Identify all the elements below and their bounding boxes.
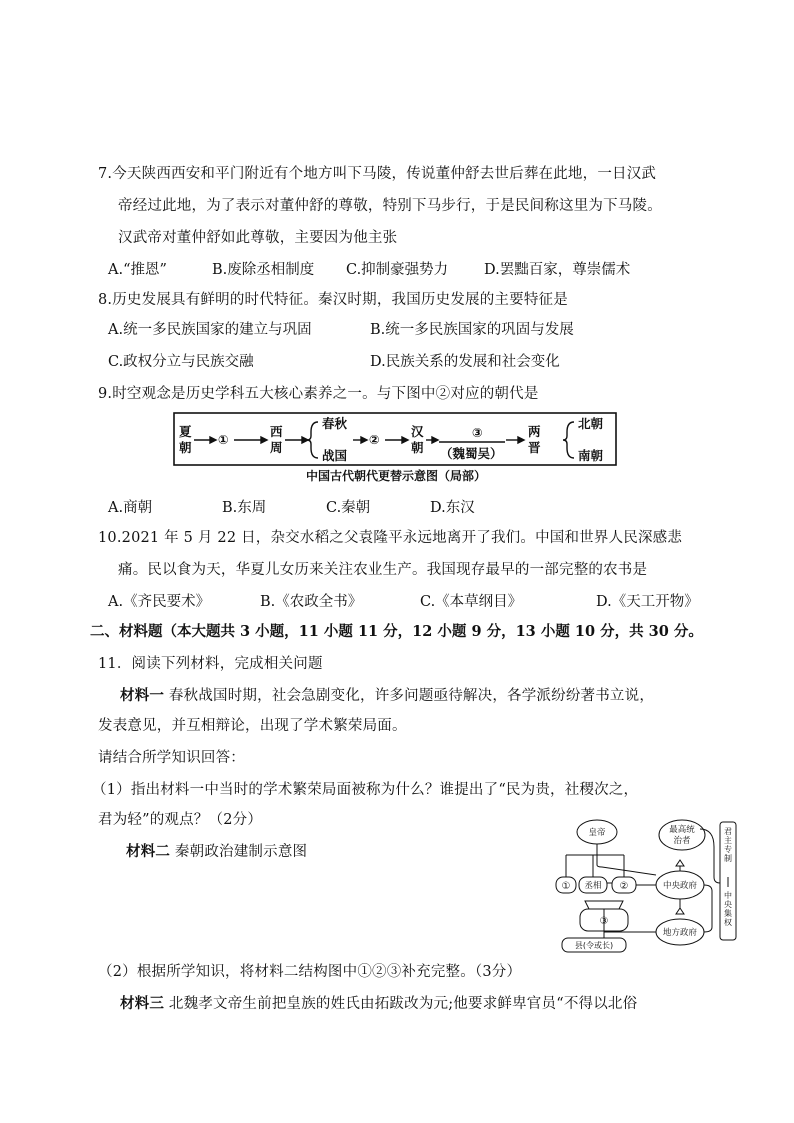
q11-material2-line bbox=[126, 842, 307, 862]
qin-structure-diagram bbox=[552, 817, 738, 955]
q8-stem: 8.历史发展具有鲜明的时代特征。秦汉时期，我国历史发展的主要特征是 bbox=[98, 292, 568, 308]
qin-side-2: 中央集权 bbox=[723, 891, 733, 927]
q10-option-b: B.《农政全书》 bbox=[260, 594, 363, 610]
q9-option-a: A.商朝 bbox=[108, 500, 153, 516]
qin-zhongyang: 中央政府 bbox=[662, 881, 698, 891]
q11-sub1-line2: 君为轻”的观点？（2分） bbox=[98, 812, 263, 828]
material3-text: 北魏孝文帝生前把皇族的姓氏由拓跋改为元;他要求鲜卑官员“不得以北俗 bbox=[164, 996, 638, 1012]
q7-option-d: D.罢黜百家，尊崇儒术 bbox=[484, 262, 631, 278]
qin-xian: 县(令或长) bbox=[574, 941, 614, 950]
q7-option-c: C.抑制豪强势力 bbox=[346, 262, 449, 278]
dia-circle-2: ② bbox=[369, 432, 380, 447]
section2-heading bbox=[90, 622, 703, 642]
qin-chengxiang: 丞相 bbox=[584, 881, 602, 891]
q11-sub2: （2）根据所学知识，将材料二结构图中①②③补充完整。（3分） bbox=[98, 964, 522, 980]
q11-material3-line bbox=[120, 994, 637, 1014]
material1-text: 春秋战国时期，社会急剧变化，许多问题亟待解决，各学派纷纷著书立说， bbox=[164, 688, 655, 704]
q10-option-c: C.《本草纲目》 bbox=[420, 594, 523, 610]
qin-circle-2: ② bbox=[619, 881, 629, 892]
section2-heading-a: 二、材料题（ bbox=[90, 623, 177, 640]
dia-beichao: 北朝 bbox=[578, 416, 604, 431]
dia-circle-3: ③ bbox=[472, 425, 483, 440]
q7-option-a: A.“推恩” bbox=[108, 262, 167, 278]
q11-sub1-line1: （1）指出材料一中当时的学术繁荣局面被称为什么？谁提出了“民为贵，社稷次之， bbox=[92, 782, 639, 798]
dia-weishuwu: （魏蜀吴） bbox=[440, 446, 503, 461]
dia-zhanguo: 战国 bbox=[322, 448, 348, 463]
q11-material1-line1 bbox=[120, 686, 654, 706]
q9-option-c: C.秦朝 bbox=[326, 500, 371, 516]
q10-stem-line2: 痛。民以食为天，华夏儿女历来关注农业生产。我国现存最早的一部完整的农书是 bbox=[118, 562, 648, 578]
dia-xizhou-1: 西 bbox=[270, 424, 283, 439]
material3-label: 材料三 bbox=[120, 995, 165, 1012]
q8-option-a: A.统一多民族国家的建立与巩固 bbox=[108, 322, 312, 338]
dia-xia-2: 朝 bbox=[179, 440, 192, 455]
dia-nanchao: 南朝 bbox=[578, 448, 604, 463]
q8-option-c: C.政权分立与民族交融 bbox=[108, 354, 254, 370]
dia-hanchao-1: 汉 bbox=[411, 424, 424, 439]
q11-title: 11．阅读下列材料，完成相关问题 bbox=[98, 656, 323, 672]
dynasty-timeline-diagram bbox=[172, 410, 620, 486]
material1-label: 材料一 bbox=[120, 687, 165, 704]
q9-stem: 9.时空观念是历史学科五大核心素养之一。与下图中②对应的朝代是 bbox=[98, 386, 539, 402]
section2-heading-b: 本大题共 3 小题，11 小题 11 分，12 小题 9 分，13 小题 10 分，共 30 分。 bbox=[177, 623, 703, 640]
q9-option-b: B.东周 bbox=[222, 500, 267, 516]
q8-option-b: B.统一多民族国家的巩固与发展 bbox=[370, 322, 574, 338]
dia-xizhou-2: 周 bbox=[270, 440, 283, 455]
q10-stem-line1: 10.2021 年 5 月 22 日，杂交水稻之父袁隆平永远地离开了我们。中国和世界人民深感悲 bbox=[98, 530, 683, 546]
q11-prompt: 请结合所学知识回答： bbox=[98, 750, 245, 766]
q10-option-d: D.《天工开物》 bbox=[596, 594, 699, 610]
material2-text: 秦朝政治建制示意图 bbox=[170, 844, 308, 860]
dia-hanchao-2: 朝 bbox=[411, 440, 424, 455]
q8-option-d: D.民族关系的发展和社会变化 bbox=[370, 354, 560, 370]
q9-option-d: D.东汉 bbox=[430, 500, 475, 516]
qin-circle-1: ① bbox=[561, 881, 571, 892]
dia-xia-1: 夏 bbox=[179, 424, 192, 439]
q7-option-b: B.废除丞相制度 bbox=[212, 262, 315, 278]
dia-liangjin-1: 两 bbox=[528, 424, 541, 439]
qin-zuigao-1: 最高统 bbox=[669, 825, 695, 835]
qin-circle-3: ③ bbox=[599, 916, 609, 927]
q10-option-a: A.《齐民要术》 bbox=[108, 594, 211, 610]
dia-liangjin-2: 晋 bbox=[528, 440, 541, 455]
dia-circle-1: ① bbox=[218, 432, 229, 447]
q11-material1-line2: 发表意见，并互相辩论，出现了学术繁荣局面。 bbox=[98, 718, 407, 734]
q7-stem-line1: 7.今天陕西西安和平门附近有个地方叫下马陵，传说董仲舒去世后葬在此地，一日汉武 bbox=[98, 166, 657, 182]
qin-zuigao-2: 治者 bbox=[673, 836, 691, 846]
dia-chunqiu: 春秋 bbox=[322, 416, 348, 431]
q7-stem-line2: 帝经过此地，为了表示对董仲舒的尊敬，特别下马步行，于是民间称这里为下马陵。 bbox=[118, 198, 662, 214]
q7-stem-line3: 汉武帝对董仲舒如此尊敬，主要因为他主张 bbox=[118, 230, 398, 246]
material2-label: 材料二 bbox=[126, 843, 171, 860]
qin-side-1: 君主专制 bbox=[723, 827, 733, 863]
qin-difang: 地方政府 bbox=[662, 928, 698, 938]
dia-caption: 中国古代朝代更替示意图（局部） bbox=[305, 469, 487, 483]
qin-huangdi: 皇帝 bbox=[588, 828, 606, 838]
